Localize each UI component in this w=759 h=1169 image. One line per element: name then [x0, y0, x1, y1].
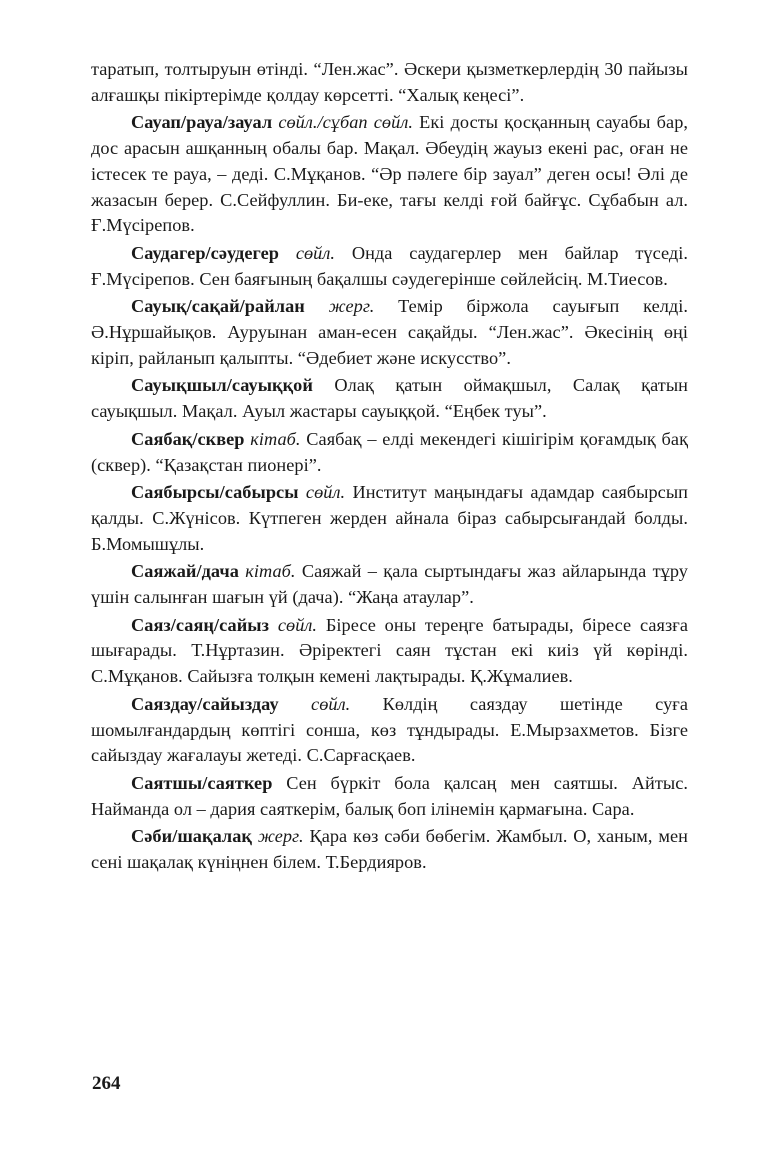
dictionary-entry [91, 427, 688, 478]
dictionary-entry [91, 692, 688, 769]
entry-text: Біресе оны тереңге батырады, біресе саязға шығарады. Т.Нұртазин. Әріректегі саян тұстан екі киіз үй көрінді. С.Мұқанов. Сайызға толқын кемені лақтырады. Қ.Жұмалиев. [91, 614, 689, 687]
entry-text: Институт маңындағы адамдар саябырсып қалды. С.Жүнісов. Күтпеген жерден айнала біраз сабырсығандай болды. Б.Момышұлы. [91, 482, 688, 554]
entry-style-label: сөйл. [305, 482, 346, 503]
continuation-paragraph: таратып, толтыруын өтінді. “Лен.жас”. Әскери қызметкерлердің 30 пайызы алғашқы пікіртерімде қолдау көрсетті. “Халық кеңесі”. [91, 59, 688, 105]
dictionary-entry [91, 824, 688, 875]
entry-text: Екі досты қосқанның сауабы бар, дос арасын ашқанның обалы бар. Мақал. Әбеудің жауыз екені рас, оған не істесек те рауа, – деді. С.Мұқанов. “Әр пәлеге бір зауал” деген осы! Әлі де жазасын берер. С.Сейфуллин. Би-еке, тағы келді ғой байғұс. Сұбабын ал. Ғ.Мүсірепов. [91, 112, 688, 236]
dictionary-entry [91, 559, 688, 610]
entry-text: Сен бүркіт бола қалсаң мен саятшы. Айтыс. Найманда ол – дария саяткерім, балық боп ілінемін қармағына. Сара. [91, 772, 688, 819]
entry-text: Темір біржола сауығып келді. Ә.Нұршайықов. Ауруынан аман-есен сақайды. “Лен.жас”. Әкесінің өңі кіріп, райланып қалыпты. “Әдебиет және искусство”. [91, 296, 689, 368]
entry-style-label: сөйл. [295, 242, 335, 263]
entry-headword: Саудагер/сәудегер [131, 242, 279, 263]
entry-headword: Сауық/сақай/райлан [131, 296, 305, 317]
entry-headword: Саяз/саяң/сайыз [131, 614, 270, 635]
entry-text: Онда саудагерлер мен байлар түседі. Ғ.Мүсірепов. Сен баяғының бақалшы сәудегерінше сөйлейсің. М.Тиесов. [91, 242, 688, 289]
entry-style-label: кітаб. [250, 428, 301, 449]
entry-text: Олақ қатын оймақшыл, Салақ қатын сауықшыл. Мақал. Ауыл жастары сауыққой. “Еңбек туы”. [91, 375, 688, 422]
dictionary-page [91, 57, 688, 876]
entry-style-label: кітаб. [245, 561, 296, 582]
entry-style-label: сөйл./сұбап сөйл. [278, 112, 413, 133]
entry-style-label: жерг. [257, 826, 304, 847]
entry-headword: Саятшы/саяткер [131, 772, 273, 793]
entry-headword: Сауықшыл/сауыққой [131, 375, 313, 396]
entry-text: Саяжай – қала сыртындағы жаз айларында тұру үшін салынған шағын үй (дача). “Жаңа атаулар”. [91, 561, 688, 608]
entry-style-label: сөйл. [277, 614, 318, 635]
entry-headword: Сауап/рауа/зауал [131, 112, 273, 133]
dictionary-entry [91, 294, 688, 371]
entry-headword: Саяжай/дача [131, 561, 239, 582]
entry-text: Көлдің саяздау шетінде суға шомылғандардың көптігі сонша, көз тұндырады. Е.Мырзахметов. Бізге сайыздау жағалауы жетеді. С.Сарғасқаев. [91, 693, 689, 766]
entry-headword: Сәби/шақалақ [131, 826, 253, 847]
dictionary-entry [91, 771, 688, 822]
page-number: 264 [92, 1073, 121, 1094]
dictionary-entry [91, 613, 688, 690]
entry-headword: Саяздау/сайыздау [131, 693, 279, 714]
entry-style-label: жерг. [328, 296, 375, 317]
entry-text: Саябақ – елді мекендегі кішігірім қоғамдық бақ (сквер). “Қазақстан пионері”. [91, 428, 688, 475]
entry-headword: Саябырсы/сабырсы [131, 482, 299, 503]
entry-text: Қара көз сәби бөбегім. Жамбыл. О, ханым, мен сені шақалақ күніңнен білем. Т.Бердияров. [91, 826, 689, 873]
dictionary-entry [91, 241, 688, 292]
dictionary-entry [91, 480, 688, 557]
dictionary-entry [91, 110, 688, 239]
entry-headword: Саябақ/сквер [131, 428, 245, 449]
dictionary-entry [91, 373, 688, 424]
entry-style-label: сөйл. [311, 693, 351, 714]
entry-list [91, 110, 688, 875]
